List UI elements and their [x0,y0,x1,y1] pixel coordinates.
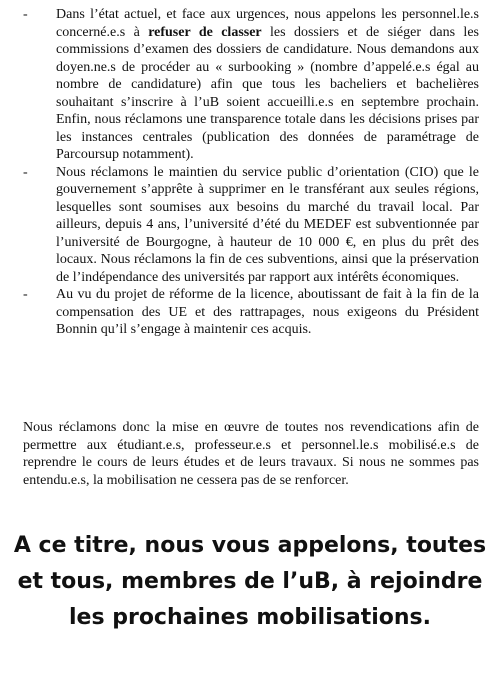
list-item [23,164,479,287]
list-item [23,286,479,339]
bullet-text: Nous réclamons le maintien du service public d’orientation (CIO) que le gouvernement s’apprête à supprimer en le transférant aux seules régions, lesquelles sont soumises aux besoins du marché du travail local. Par ailleurs, depuis 4 ans, l’université d’été du MEDEF est subventionnée par l’université de Bourgogne, à hauteur de 10 000 €, en plus du prêt des locaux. Nous réclamons la fin de ces subventions, ainsi que la préservation de l’indépendance des universités par rapport aux intérêts économiques. [56,164,479,285]
bullet-marker: - [23,164,28,180]
bullet-marker: - [23,7,28,22]
bullet-text [56,6,479,164]
demands-list [23,6,479,339]
bullet-text-part: Dans l’état actuel, et face aux urgences, nous appelons les personnel.le.s concerné.e.s à [56,7,479,40]
list-item [23,6,479,164]
call-to-action-heading: A ce titre, nous vous appelons, toutes et tous, membres de l’uB, à rejoindre les prochaines mobilisations. [13,533,487,630]
bold-emphasis: refuser de classer [148,24,262,40]
bullet-text-part: les dossiers et de siéger dans les commissions d’examen des dossiers de candidature. Nous demandons aux doyen.ne.s de procéder au « surbooking » (nombre d’appelé.e.s égal au nombre de candidature) afin que tous les bacheliers et bachelières souhaitant s’inscrire à l’uB soient accueilli.e.s en septembre prochain. Enfin, nous réclamons une transparence totale dans les décisions prises par les instances centrales (publication des données de paramétrage de Parcoursup notamment). [56,24,479,162]
bullet-text: Au vu du projet de réforme de la licence, aboutissant de fait à la fin de la compensation des UE et des rattrapages, nous exigeons du Président Bonnin qu’il s’engage à maintenir ces acquis. [56,287,479,337]
bullet-marker: - [23,287,28,302]
conclusion-paragraph: Nous réclamons donc la mise en œuvre de toutes nos revendications afin de permettre aux étudiant.e.s, professeur.e.s et personnel.le.s mobilisé.e.s de reprendre le cours de leurs études et de leurs travaux. Si nous ne sommes pas entendu.e.s, la mobilisation ne cessera pas de se renforcer. [23,420,479,488]
